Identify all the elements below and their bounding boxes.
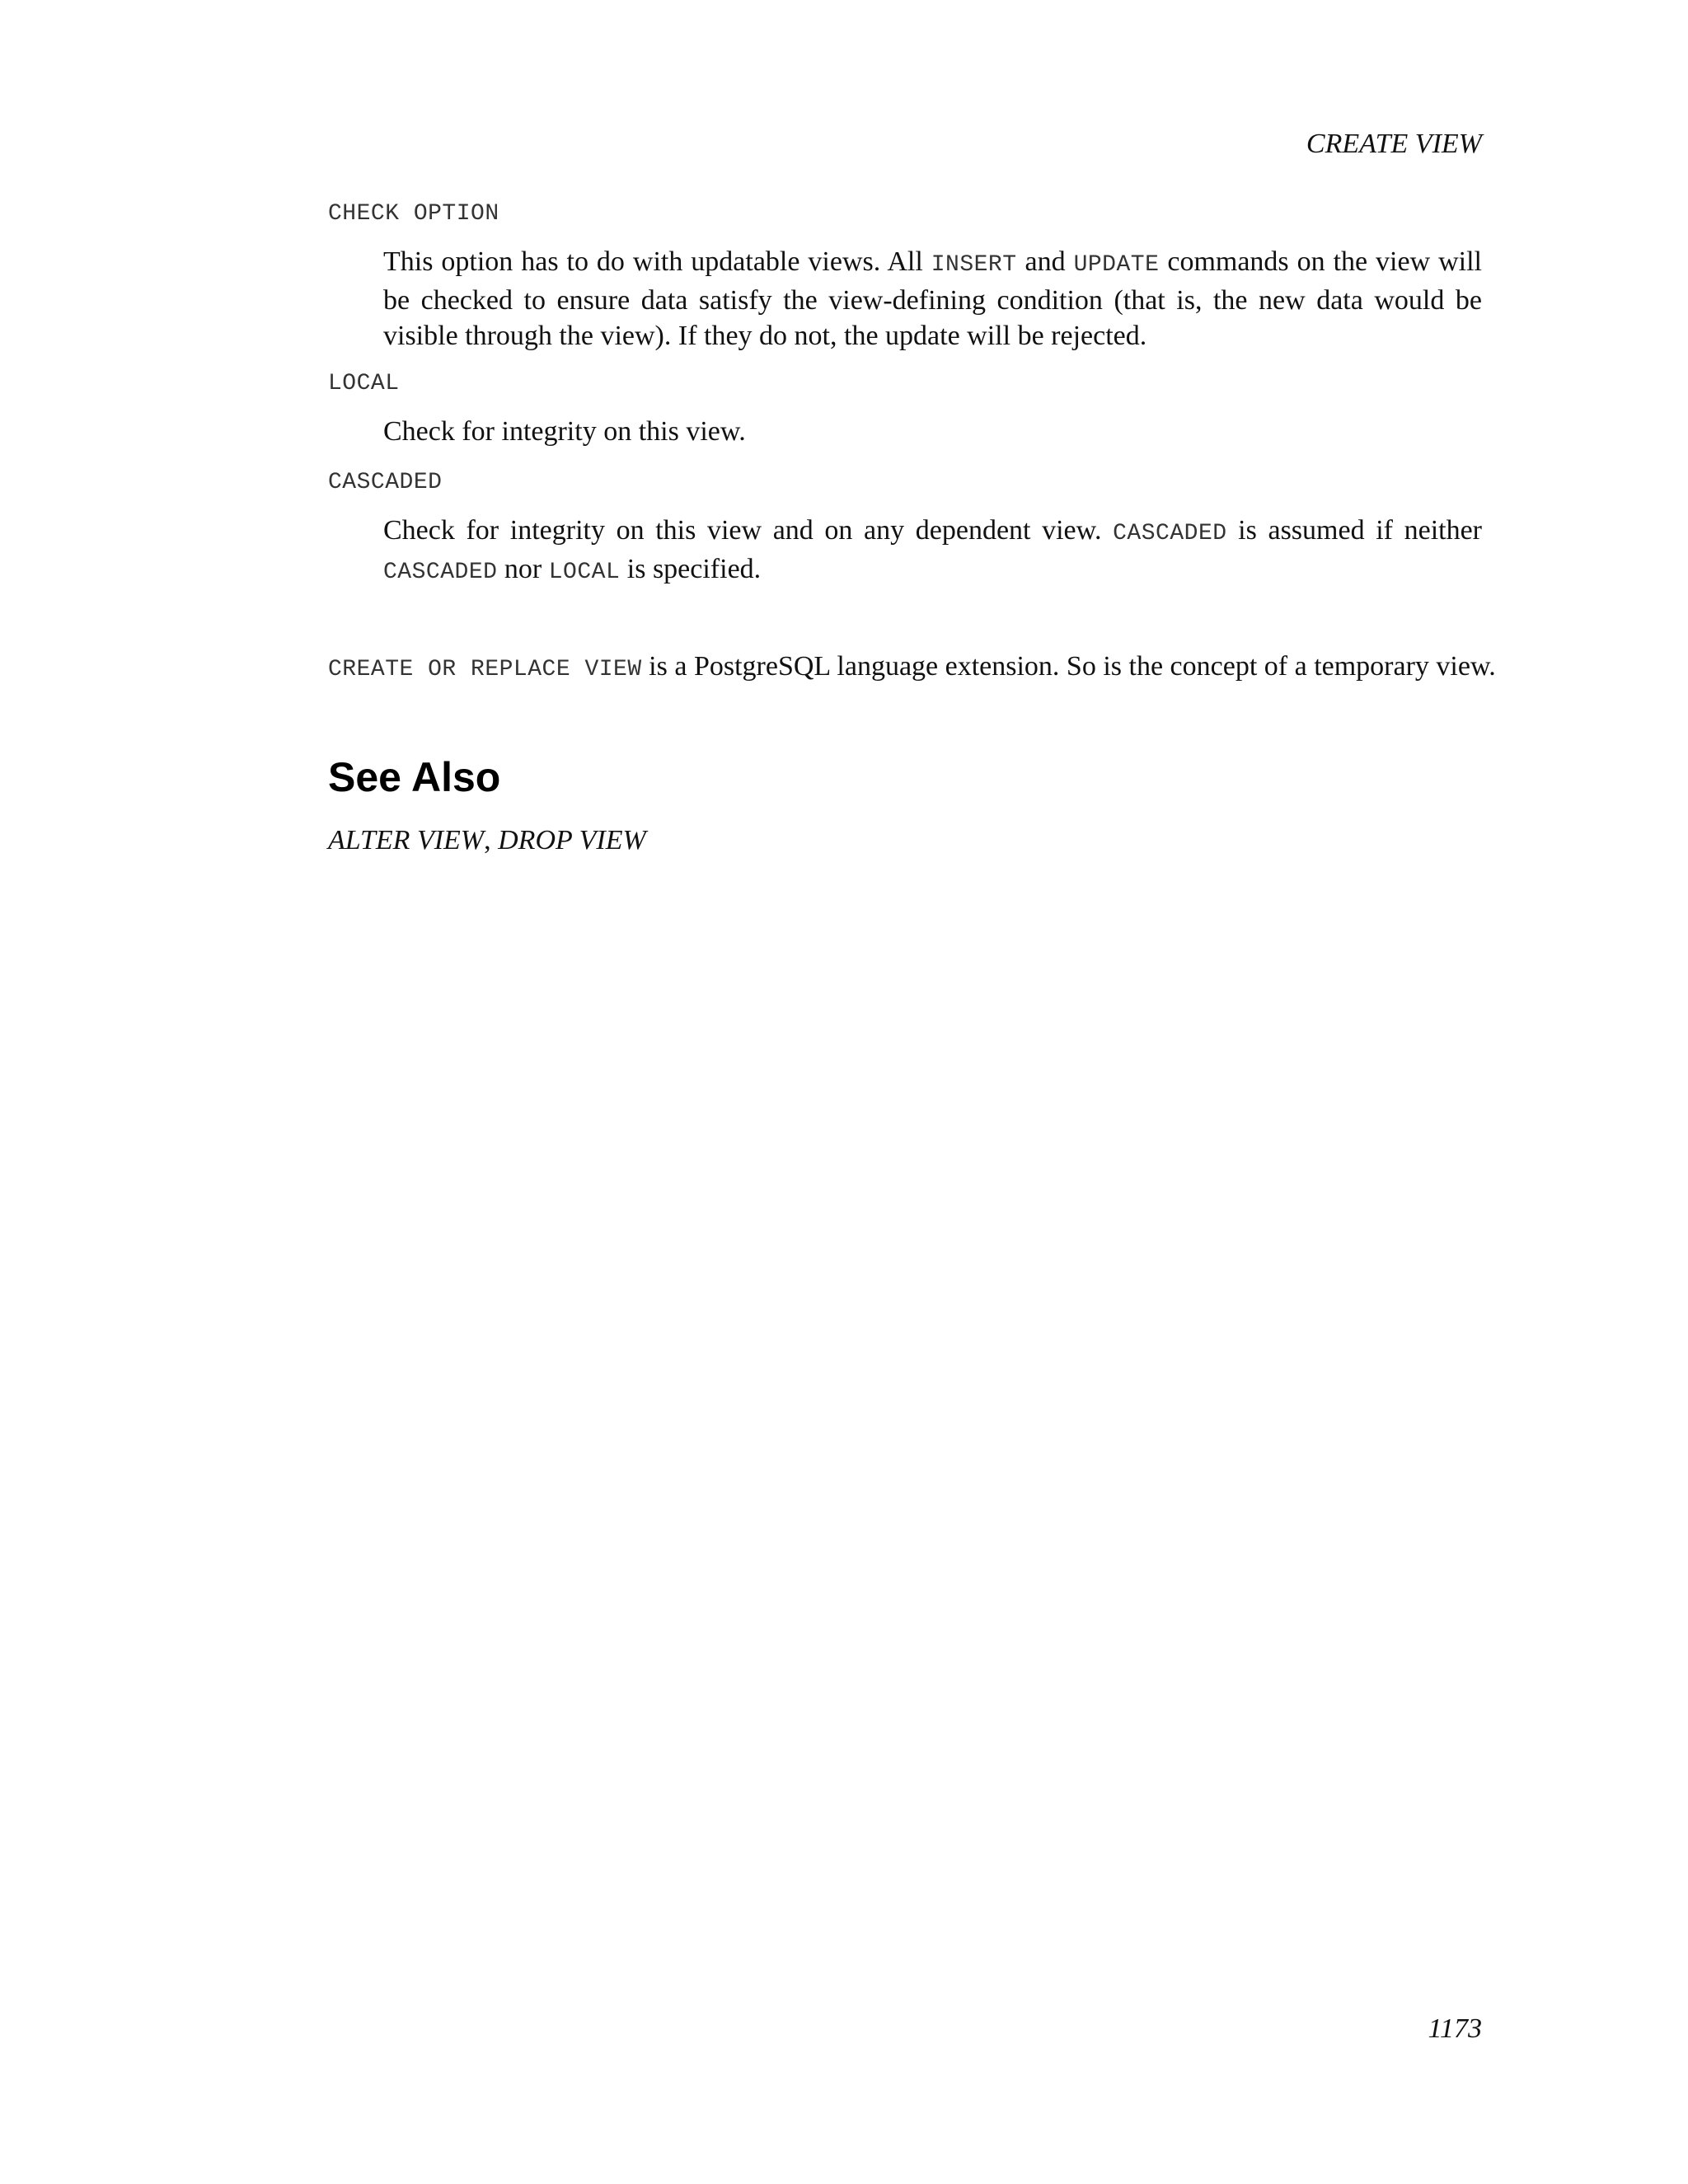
- code-insert: INSERT: [931, 252, 1017, 278]
- option-term-check-option: CHECK OPTION: [328, 201, 499, 227]
- option-term-local: LOCAL: [328, 371, 400, 396]
- see-also-links: [328, 823, 646, 858]
- option-term-cascaded: CASCADED: [328, 470, 443, 495]
- code-cascaded: CASCADED: [383, 560, 498, 585]
- running-header: CREATE VIEW: [1306, 129, 1482, 159]
- definition-text: commands on the view will be checked to ensure data satisfy the view-defining condition (that is, the new data would be visible through the view). If they do not, the update will be rejected.: [383, 246, 1482, 351]
- definition-text: is assumed if neither: [1226, 515, 1482, 546]
- option-definition-local: [383, 414, 1482, 449]
- compatibility-paragraph: [328, 649, 1496, 687]
- definition-text: is specified.: [620, 554, 762, 584]
- code-create-or-replace-view: CREATE OR REPLACE VIEW: [328, 657, 642, 682]
- see-also-heading: See Also: [328, 754, 501, 800]
- definition-text: nor: [497, 554, 549, 584]
- see-also-separator: ,: [484, 825, 499, 855]
- definition-text: Check for integrity on this view and on any dependent view.: [383, 515, 1114, 546]
- see-also-link-drop-view[interactable]: DROP VIEW: [498, 825, 646, 855]
- paragraph-text: is a PostgreSQL language extension. So is the concept of a temporary view.: [641, 651, 1496, 682]
- definition-text: This option has to do with updatable views. All: [383, 246, 931, 277]
- definition-text: and: [1016, 246, 1074, 277]
- option-definition-cascaded: [383, 513, 1482, 590]
- code-local: LOCAL: [548, 560, 621, 585]
- code-update: UPDATE: [1073, 252, 1160, 278]
- option-definition-check-option: [383, 244, 1482, 354]
- definition-text: Check for integrity on this view.: [383, 416, 746, 447]
- page-number: 1173: [1428, 2013, 1482, 2044]
- see-also-link-alter-view[interactable]: ALTER VIEW: [328, 825, 485, 855]
- code-cascaded: CASCADED: [1113, 521, 1227, 546]
